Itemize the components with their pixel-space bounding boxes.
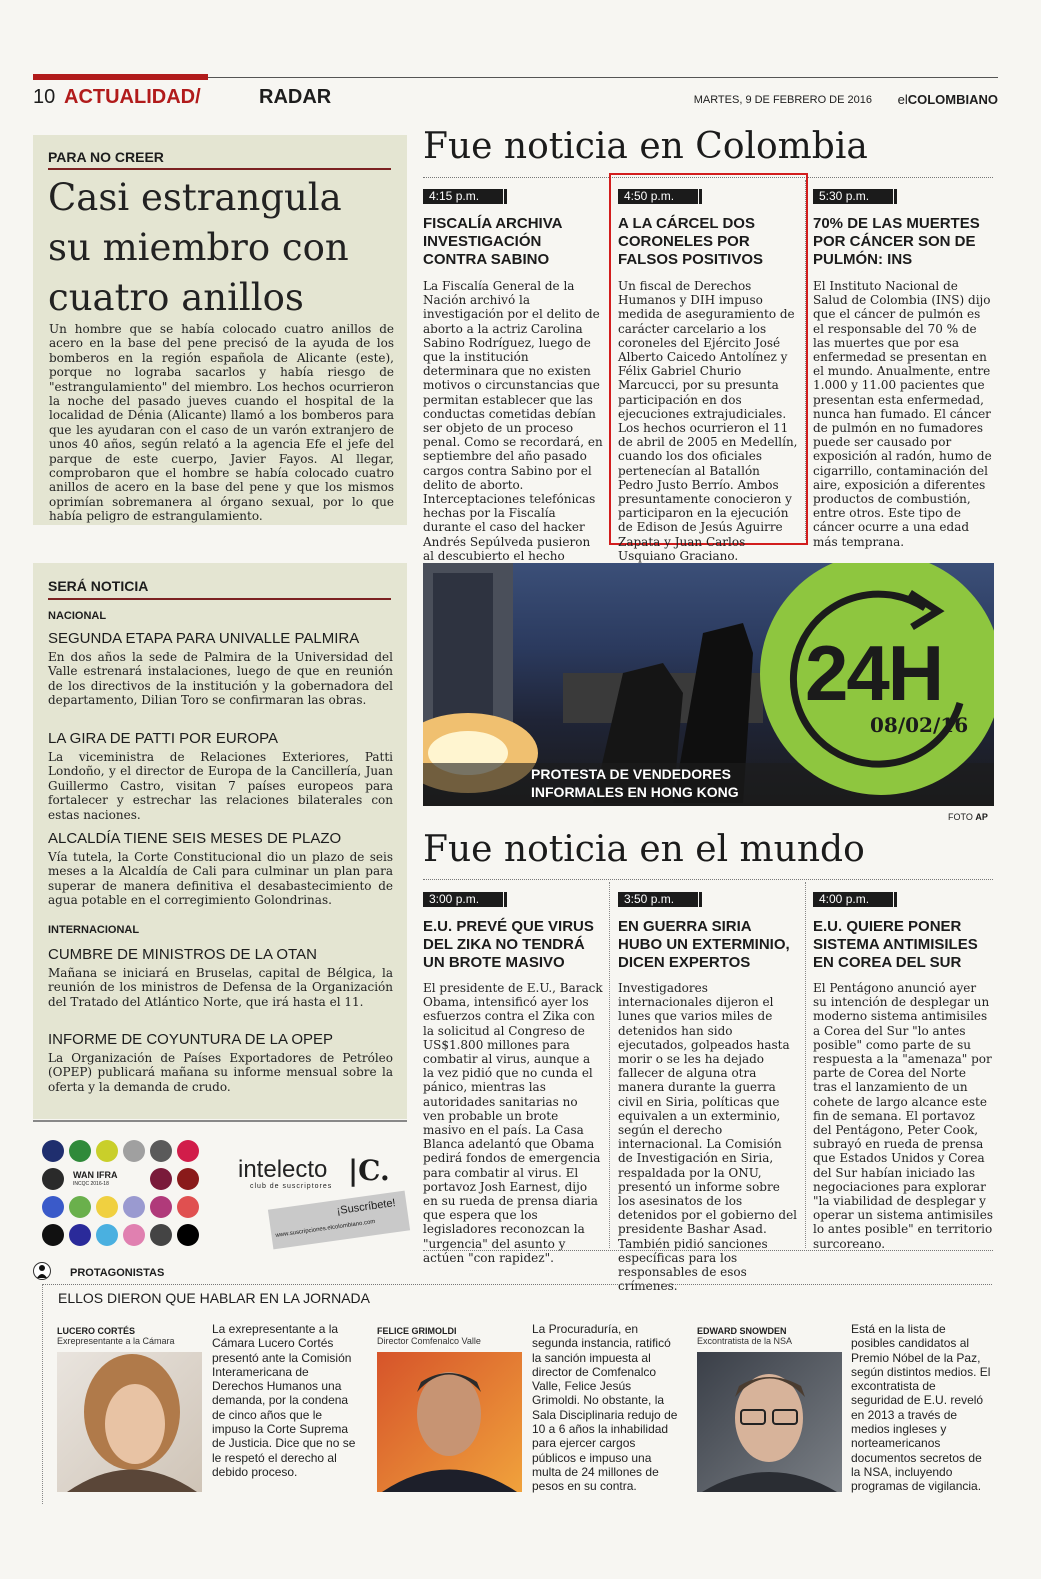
person-name: LUCERO CORTÉS xyxy=(57,1326,136,1336)
issue-date: MARTES, 9 DE FEBRERO DE 2016 xyxy=(693,94,872,106)
protagonistas-kicker: PROTAGONISTAS xyxy=(70,1267,165,1279)
sera-noticia-item-title: ALCALDÍA TIENE SEIS MESES DE PLAZO xyxy=(48,830,342,847)
page-number: 10 xyxy=(33,86,56,108)
column-divider xyxy=(609,882,610,1248)
time-badge: 3:00 p.m. xyxy=(423,892,503,907)
person-name: EDWARD SNOWDEN xyxy=(697,1326,787,1336)
color-dot xyxy=(69,1196,91,1218)
hong-kong-protest-photo xyxy=(423,563,994,806)
colombia-section-title: Fue noticia en Colombia xyxy=(423,126,868,167)
person-role: Excontratista de la NSA xyxy=(697,1336,793,1346)
24h-date: 08/02/16 xyxy=(870,713,969,737)
person-icon xyxy=(33,1262,51,1280)
wan-ifra-sub: INCQC 2016-18 xyxy=(73,1181,109,1187)
time-badge: 4:15 p.m. xyxy=(423,189,503,204)
story-headline: E.U. QUIERE PONER SISTEMA ANTIMISILES EN COREA DEL SUR xyxy=(813,918,978,971)
suscripciones-url[interactable]: www.suscripciones.elcolombiano.com xyxy=(275,1218,376,1239)
felice-grimoldi-photo xyxy=(377,1352,522,1492)
protagonistas-subtitle: ELLOS DIERON QUE HABLAR EN LA JORNADA xyxy=(58,1290,370,1306)
sera-noticia-item-title: CUMBRE DE MINISTROS DE LA OTAN xyxy=(48,946,317,963)
box-bottom-rule xyxy=(33,1120,407,1122)
para-no-creer-box xyxy=(33,135,407,525)
color-dot xyxy=(177,1224,199,1246)
masthead-brand: elCOLOMBIANO xyxy=(897,92,998,107)
sera-noticia-item-body: Mañana se iniciará en Bruselas, capital de Bélgica, la reunión de los ministros de Defensa de la Organización del Tratado del Atlántico Norte, que irá hasta el 11. xyxy=(48,966,393,1009)
wan-ifra-label: WAN IFRA xyxy=(73,1170,118,1180)
mundo-section-title: Fue noticia en el mundo xyxy=(423,829,865,870)
story-body: Investigadores internacionales dijeron el lunes que varios miles de detenidos han sido ejecutados, golpeados hasta morir o se les ha dejado fallecer de alguna otra manera durante la guerra civil en Siria, políticas que equivalen a un exterminio, según el derecho internacional. La Comisión de Investigación en Siria, respaldada por la ONU, presentó un informe sobre los asesinatos de los detenidos por el gobierno del presidente Bashar Asad. También pidió sanciones específicas para los responsables de esos crímenes. xyxy=(618,981,798,1294)
person-text: Está en la lista de posibles candidatos al Premio Nóbel de la Paz, según distintos medios. El excontratista de seguridad de E.U. reveló en 2013 a través de medios ingleses y norteamericanos documentos secretos de la NSA, incluyendo programas de vigilancia. xyxy=(851,1322,991,1494)
time-badge: 3:50 p.m. xyxy=(618,892,698,907)
internacional-label: INTERNACIONAL xyxy=(48,924,140,936)
sera-noticia-box xyxy=(33,563,407,1119)
time-badge: 4:00 p.m. xyxy=(813,892,893,907)
time-badge: 4:50 p.m. xyxy=(618,189,698,204)
header-accent-bar xyxy=(33,74,208,80)
color-dot xyxy=(150,1168,172,1190)
story-body: La Fiscalía General de la Nación archivó la investigación por el delito de aborto a la actriz Carolina Sabino Rodríguez, luego de que la institución determinara que no existen motivos o circunstancias que permitan establecer que las conductas cometidas debían ser objeto de un proceso penal. Como se recordará, en septiembre del año pasado cargos contra Sabino por el delito de aborto. Interceptaciones telefónicas hechas por la Fiscalía durante el caso del hacker Andrés Sepúlveda pusieron al descubierto el hecho xyxy=(423,279,603,563)
sera-noticia-kicker: SERÁ NOTICIA xyxy=(48,578,149,594)
person-role: Exrepresentante a la Cámara xyxy=(57,1336,175,1346)
24h-label: 24H xyxy=(805,629,943,717)
sera-noticia-item-body: La Organización de Países Exportadores de Petróleo (OPEP) publicará mañana su informe mensual sobre la oferta y la demanda de crudo. xyxy=(48,1051,393,1094)
24h-badge xyxy=(760,563,994,795)
story-headline: FISCALÍA ARCHIVA INVESTIGACIÓN CONTRA SABINO xyxy=(423,215,562,268)
wan-ifra-ad[interactable] xyxy=(40,1138,208,1248)
sera-noticia-item-body: Vía tutela, la Corte Constitucional dio un plazo de seis meses a la Alcaldía de Cali para culminar un plan para superar de manera definitiva el desabastecimiento de agua potable en el corregimiento Golondrinas. xyxy=(48,850,393,908)
story-body: Un fiscal de Derechos Humanos y DIH impuso medida de aseguramiento de carácter carcelario a los coroneles del Ejército José Alberto Caicedo Antolínez y Félix Gabriel Churio Marcucci, por su presunta participación en dos ejecuciones extrajudiciales. Los hechos ocurrieron el 11 de abril de 2005 en Medellín, cuando los dos oficiales pertenecían al Batallón Pedro Justo Berrío. Ambos presuntamente conocieron y participaron en la ejecución de Edison de Jesús Aguirre Zapata y Juan Carlos Usquiano Graciano. xyxy=(618,279,798,563)
para-no-creer-body: Un hombre que se había colocado cuatro anillos de acero en la base del pene precisó de la ayuda de los bomberos en la región española de Alicante (este), porque no lograba sacarlos y había riesgo de "estrangulamiento" del miembro. Los hechos ocurrieron la noche del pasado jueves cuando el hospital de la localidad de Dénia (Alicante) llamó a los bomberos para que les ayudaran con el caso de un varón extranjero de unos 40 años, según relató a la agencia Efe el jefe del parque de este cuerpo, Javier Fayos. Al llegar, comprobaron que el hombre se había colocado cuatro anillos de acero en la base del pene y que los mismos oprimían sobremanera al órgano sexual, por lo que había peligro de estrangulamiento. xyxy=(49,322,394,524)
person-text: La Procuraduría, en segunda instancia, ratificó la sanción impuesta al director de Comfenalco Valle, Felice Jesús Grimoldi. No obstante, la Sala Disciplinaria redujo de 10 a 6 años la inhabilidad para ejercer cargos públicos e impuso una multa de 24 millones de pesos en su contra. xyxy=(532,1322,678,1494)
intelecto-ad[interactable] xyxy=(230,1150,410,1245)
story-headline: 70% DE LAS MUERTES POR CÁNCER SON DE PULMÓN: INS xyxy=(813,215,980,268)
intelecto-logo: intelecto xyxy=(238,1156,328,1183)
edward-snowden-photo xyxy=(697,1352,842,1492)
el-colombiano-c-icon: |C. xyxy=(348,1154,390,1187)
color-dot xyxy=(96,1140,118,1162)
sera-noticia-item-title: SEGUNDA ETAPA PARA UNIVALLE PALMIRA xyxy=(48,630,360,647)
color-dot xyxy=(150,1224,172,1246)
color-dot xyxy=(123,1140,145,1162)
color-dot xyxy=(69,1224,91,1246)
section-dotted-rule xyxy=(423,879,993,880)
person-text: La exrepresentante a la Cámara Lucero Cortés presentó ante la Comisión Interamericana de Derechos Humanos una demanda, por la condena de cinco años que le impuso la Corte Suprema de Justicia. Dice que no se le respetó el derecho al debido proceso. xyxy=(212,1322,356,1479)
color-dot xyxy=(123,1224,145,1246)
para-no-creer-kicker: PARA NO CREER xyxy=(48,149,164,165)
sera-noticia-item-body: La viceministra de Relaciones Exteriores, Patti Londoño, y el director de Europa de la Cancillería, Juan Guillermo Castro, visitan 7 países europeos para fortalecer y estrechar las relaciones bilaterales con estas naciones. xyxy=(48,750,393,822)
lucero-cortes-photo xyxy=(57,1352,202,1492)
para-no-creer-title: Casi estrangula su miembro con cuatro anillos xyxy=(48,176,349,319)
color-dot xyxy=(177,1168,199,1190)
sera-noticia-item-title: INFORME DE COYUNTURA DE LA OPEP xyxy=(48,1031,334,1048)
suscribete-banner[interactable] xyxy=(268,1191,410,1250)
color-dot xyxy=(150,1140,172,1162)
color-dot xyxy=(177,1196,199,1218)
intelecto-sub: club de suscriptores xyxy=(250,1183,333,1190)
protagonistas-side-rule xyxy=(42,1284,43,1504)
sera-noticia-item-body: En dos años la sede de Palmira de la Universidad del Valle estrenará instalaciones, luego de que en reunión de los directivos de la institución y la gobernadora del departamento, Dilian Toro se confirmaran las obras. xyxy=(48,650,393,708)
page-header xyxy=(33,86,998,112)
color-dots-graphic xyxy=(40,1138,208,1248)
color-dot xyxy=(150,1196,172,1218)
color-dot xyxy=(96,1196,118,1218)
story-body: El Pentágono anunció ayer su intención de desplegar un moderno sistema antimisiles a Corea del Sur "lo antes posible" como parte de su respuesta a la "amenaza" por parte de Corea del Norte tras el lanzamiento de un cohete de largo alcance este fin de semana. El portavoz del Pentágono, Peter Cook, subrayó en rueda de prensa que Estados Unidos y Corea del Sur habían iniciado las negociaciones para explorar "la viabilidad de desplegar y operar un sistema antimisiles lo antes posible" en territorio surcoreano. xyxy=(813,981,993,1251)
kicker-rule xyxy=(48,168,391,170)
color-dot xyxy=(42,1140,64,1162)
suscribete-label: ¡Suscríbete! xyxy=(335,1197,397,1218)
story-headline: A LA CÁRCEL DOS CORONELES POR FALSOS POSITIVOS xyxy=(618,215,764,268)
person-role: Director Comfenalco Valle xyxy=(377,1336,481,1346)
header-rule xyxy=(208,77,998,78)
column-divider xyxy=(805,882,806,1248)
section-name: ACTUALIDAD/ xyxy=(64,86,201,108)
photo-caption: PROTESTA DE VENDEDORES INFORMALES EN HONG KONG xyxy=(531,766,739,800)
person-name: FELICE GRIMOLDI xyxy=(377,1326,457,1336)
color-dot xyxy=(42,1168,64,1190)
color-dot xyxy=(123,1196,145,1218)
color-dot xyxy=(69,1140,91,1162)
time-badge: 5:30 p.m. xyxy=(813,189,893,204)
section-dotted-rule xyxy=(423,1250,993,1251)
color-dot xyxy=(177,1140,199,1162)
color-dot xyxy=(42,1224,64,1246)
story-body: El Instituto Nacional de Salud de Colombia (INS) dijo que el cáncer de pulmón es el responsable del 70 % de las muertes que por esa enfermedad se presentan en el mundo. Anualmente, entre 1.000 y 11.00 pacientes que presentan esta enfermedad, nunca han fumado. El cáncer de pulmón en no fumadores puede ser causado por exposición al radón, humo de cigarrillo, contaminación del aire, exposición a diferentes productos de combustión, entre otros. Este tipo de cáncer ocurre a una edad más temprana. xyxy=(813,279,992,549)
color-dot xyxy=(42,1196,64,1218)
kicker-rule xyxy=(48,598,391,600)
subsection-name: RADAR xyxy=(259,86,332,108)
nacional-label: NACIONAL xyxy=(48,610,107,622)
sera-noticia-item-title: LA GIRA DE PATTI POR EUROPA xyxy=(48,730,279,747)
story-headline: EN GUERRA SIRIA HUBO UN EXTERMINIO, DICEN EXPERTOS xyxy=(618,918,790,971)
photo-credit: FOTO AP xyxy=(948,812,988,822)
color-dot xyxy=(96,1224,118,1246)
story-body: El presidente de E.U., Barack Obama, intensificó ayer los esfuerzos contra el Zika con la solicitud al Congreso de US$1.800 millones para combatir al virus, aunque a la vez pidió que no cunda el pánico, mientras las autoridades sanitarias no ven probable un brote masivo en el país. La Casa Blanca adelantó que Obama pedirá fondos de emergencia para combatir al virus. El portavoz Josh Earnest, dijo en su rueda de prensa diaria que espera que los legisladores reconozcan la "urgencia" del asunto y actúen "con rapidez". xyxy=(423,981,603,1265)
story-headline: E.U. PREVÉ QUE VIRUS DEL ZIKA NO TENDRÁ UN BROTE MASIVO xyxy=(423,918,594,971)
protagonistas-rule xyxy=(42,1284,992,1285)
